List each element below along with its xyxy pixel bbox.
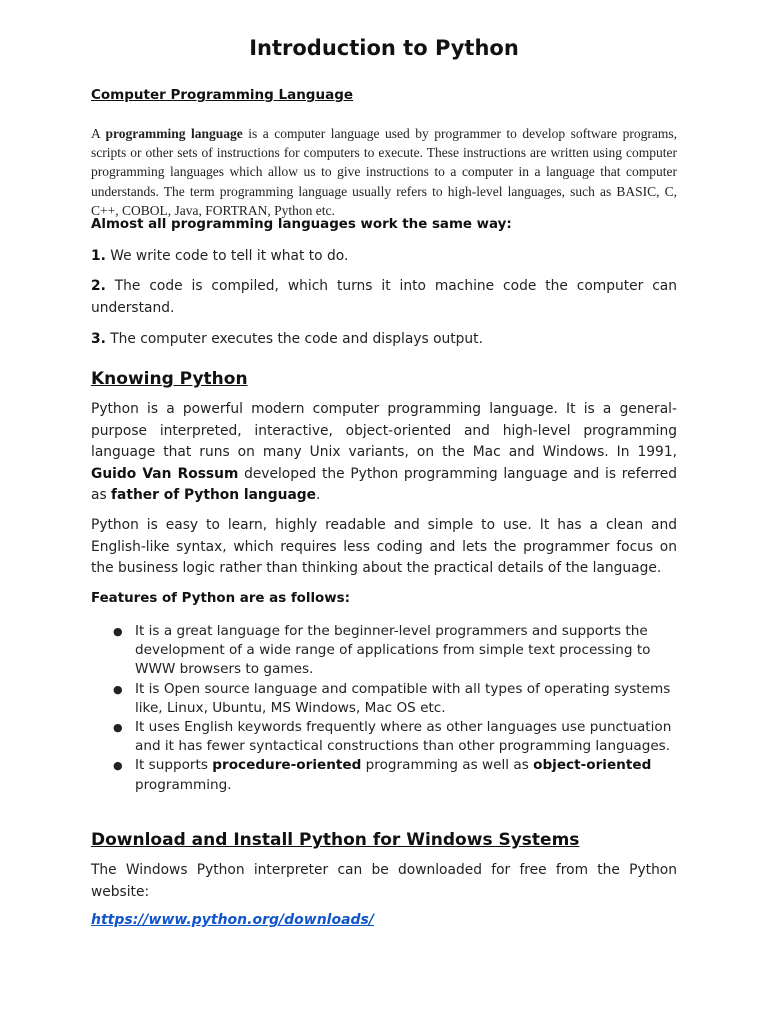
intro-text-start: A	[91, 126, 106, 141]
step-number: 1.	[91, 248, 106, 264]
step-text: The code is compiled, which turns it into machine code the computer can understand.	[91, 278, 677, 316]
step-number: 3.	[91, 331, 106, 347]
section-heading-programming-language: Computer Programming Language	[91, 87, 354, 103]
text-run: Python is a powerful modern computer programming language. It is a general-purpose interpreted, interactive, object-oriented and high-level programming language that runs on many Unix variants, on the Mac and Windows. In 1991,	[91, 401, 677, 461]
list-item-text: programming.	[135, 776, 232, 793]
list-item	[112, 622, 672, 680]
procedure-oriented-term: procedure-oriented	[212, 757, 362, 774]
text-run: .	[316, 487, 321, 504]
list-item-text: It is Open source language and compatible with all types of operating systems like, Linux, Ubuntu, MS Windows, Mac OS etc.	[135, 680, 671, 716]
download-paragraph: The Windows Python interpreter can be downloaded for free from the Python website:	[91, 862, 677, 900]
section-heading-knowing-python: Knowing Python	[91, 369, 248, 389]
section-heading-download: Download and Install Python for Windows Systems	[91, 830, 580, 850]
father-label: father of Python language	[111, 487, 316, 504]
page-title: Introduction to Python	[249, 36, 519, 60]
step-1	[91, 246, 677, 268]
text-run: developed the Python programming language and is referred as	[91, 465, 677, 504]
intro-paragraph	[91, 124, 677, 220]
list-item-text: It is a great language for the beginner-level programmers and supports the development of a wide range of applications from simple text processing to WWW browsers to games.	[135, 623, 651, 678]
list-item	[112, 718, 672, 756]
creator-name: Guido Van Rossum	[91, 465, 239, 482]
list-item-text: programming as well as	[361, 757, 534, 774]
list-item	[112, 756, 672, 794]
step-3	[91, 329, 677, 351]
step-2	[91, 276, 677, 319]
bullet-icon: ●	[113, 625, 123, 638]
step-text: We write code to tell it what to do.	[105, 248, 349, 264]
object-oriented-term: object-oriented	[533, 757, 652, 774]
list-item	[112, 680, 672, 718]
step-text: The computer executes the code and displays output.	[105, 331, 483, 347]
knowing-python-paragraph-2: Python is easy to learn, highly readable and simple to use. It has a clean and English-like syntax, which requires less coding and lets the programmer focus on the business logic rather than thinking about the practical details of the language.	[91, 517, 677, 577]
list-item-text: It uses English keywords frequently where as other languages use punctuation and it has fewer syntactical constructions than other programming languages.	[135, 719, 672, 755]
intro-bold-term: programming language	[105, 126, 243, 141]
features-heading: Features of Python are as follows:	[91, 591, 350, 606]
knowing-python-paragraph-1	[91, 399, 677, 507]
bullet-icon: ●	[113, 682, 123, 696]
list-item-text: It supports	[135, 757, 213, 774]
intro-text-rest: is a computer language used by programmer to develop software programs, scripts or other sets of instructions for computers to execute. These instructions are written using computer programming languages which allow us to give instructions to a computer in a language that computer understands. The term programming language usually refers to high-level languages, such as BASIC, C, C++, COBOL, Java, FORTRAN, Python etc.	[91, 126, 678, 218]
step-number: 2.	[91, 278, 106, 294]
same-way-heading: Almost all programming languages work the same way:	[91, 217, 512, 232]
bullet-icon: ●	[113, 721, 123, 735]
python-downloads-link[interactable]: https://www.python.org/downloads/	[91, 912, 374, 928]
features-list	[112, 622, 672, 795]
bullet-icon: ●	[113, 759, 123, 773]
